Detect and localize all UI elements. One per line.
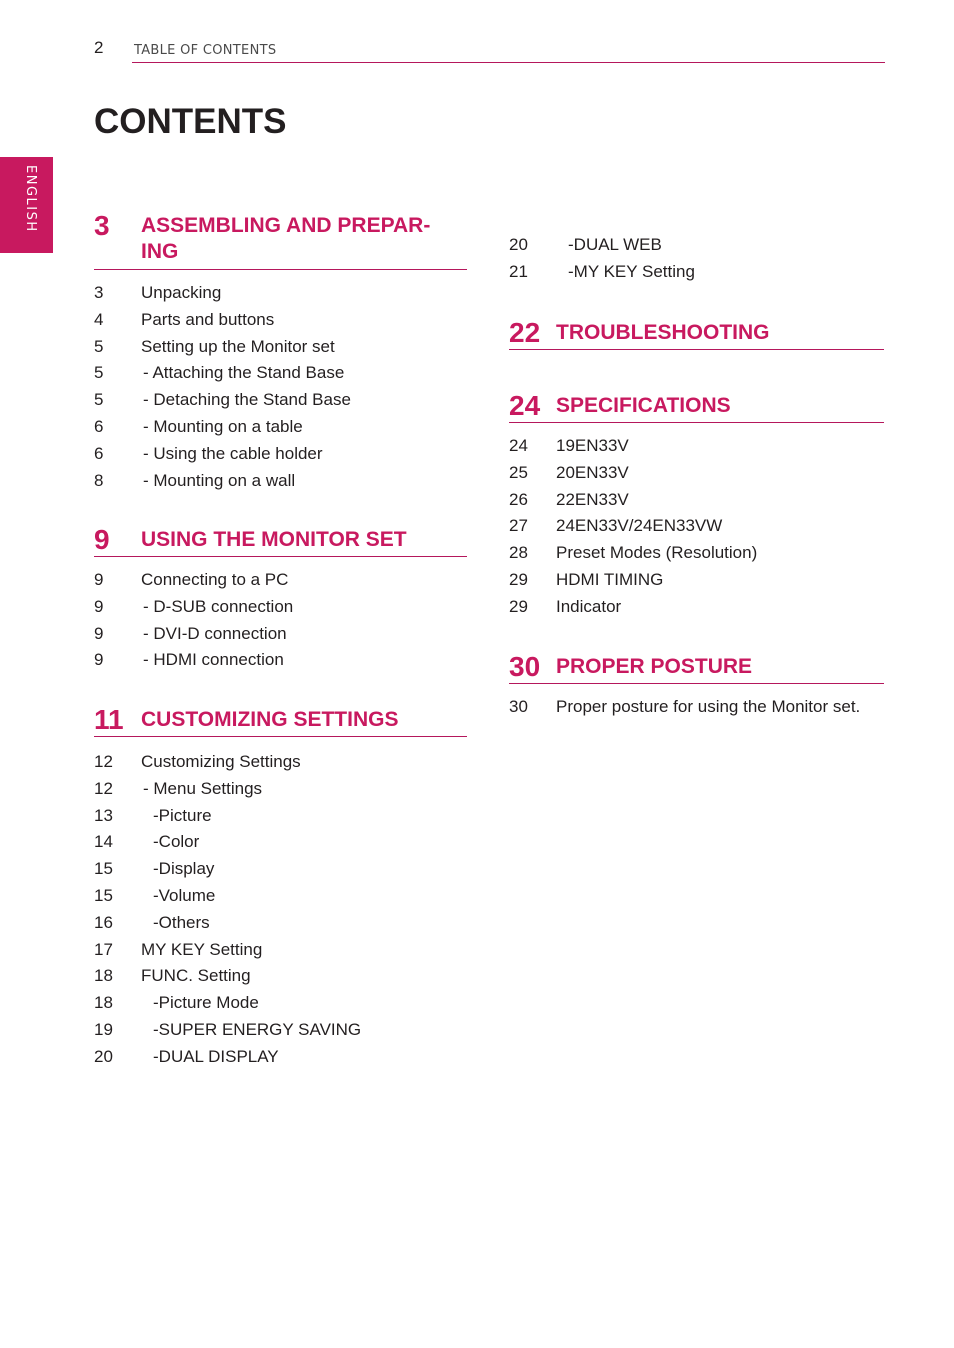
entry-label: Connecting to a PC: [141, 570, 289, 589]
entry-page-number: 21: [509, 261, 528, 281]
section-heading[interactable]: [94, 705, 467, 737]
entry-page-number: 5: [94, 363, 104, 383]
toc-entry[interactable]: [94, 358, 467, 385]
header-page-number: 2: [94, 38, 104, 57]
entry-label: -Volume: [153, 885, 216, 905]
entry-page-number: 18: [94, 966, 113, 986]
entry-page-number: 20: [509, 235, 528, 254]
toc-entry[interactable]: [94, 645, 467, 672]
toc-entry[interactable]: [509, 230, 882, 257]
toc-entry[interactable]: [94, 466, 467, 493]
entry-page-number: 19: [94, 1019, 113, 1039]
entry-label: -Picture: [153, 805, 212, 825]
entry-page-number: 13: [94, 805, 113, 825]
section-title: ASSEMBLING AND PREPAR- ING: [141, 214, 431, 263]
entry-page-number: 9: [94, 623, 104, 643]
section-heading[interactable]: [509, 318, 884, 350]
section-heading[interactable]: [94, 211, 467, 270]
entry-page-number: 12: [94, 752, 113, 771]
toc-entry[interactable]: [94, 881, 467, 908]
entry-page-number: 9: [94, 570, 104, 589]
entry-label: FUNC. Setting: [141, 966, 251, 986]
toc-entry[interactable]: [94, 1042, 467, 1069]
toc-entry[interactable]: [94, 592, 467, 619]
entry-label: - Menu Settings: [143, 778, 263, 798]
entry-label: Indicator: [556, 596, 622, 616]
toc-section: [94, 525, 467, 672]
entry-page-number: 30: [509, 697, 528, 716]
entry-page-number: 12: [94, 778, 113, 798]
toc-section: [509, 318, 884, 350]
toc-entry[interactable]: [94, 988, 467, 1015]
entry-page-number: 6: [94, 443, 104, 463]
entry-label: -SUPER ENERGY SAVING: [153, 1019, 362, 1039]
entry-label: - Mounting on a table: [143, 416, 303, 436]
toc-entry[interactable]: [94, 1015, 467, 1042]
section-title: CUSTOMIZING SETTINGS: [141, 708, 399, 731]
page-title: CONTENTS: [94, 102, 287, 141]
entry-page-number: 15: [94, 885, 113, 905]
entry-label: - D-SUB connection: [143, 596, 294, 616]
toc-entry[interactable]: [94, 305, 467, 332]
entry-page-number: 17: [94, 939, 113, 959]
entry-page-number: 9: [94, 596, 104, 616]
language-side-tab-label: ENGLISH: [23, 165, 38, 233]
toc-entry[interactable]: [509, 458, 884, 485]
toc-entry[interactable]: [94, 439, 467, 466]
entry-label: Parts and buttons: [141, 309, 275, 329]
section-title: USING THE MONITOR SET: [141, 528, 407, 551]
toc-entry[interactable]: [509, 592, 884, 619]
toc-entry[interactable]: [94, 278, 467, 305]
entry-label: -DUAL DISPLAY: [153, 1046, 279, 1066]
entry-page-number: 26: [509, 489, 528, 509]
toc-entry[interactable]: [509, 692, 884, 719]
toc-entry[interactable]: [94, 619, 467, 646]
toc-entry[interactable]: [94, 385, 467, 412]
toc-entry[interactable]: [509, 485, 884, 512]
entry-page-number: 8: [94, 470, 104, 490]
entry-label: - DVI-D connection: [143, 623, 287, 643]
section-entries: [94, 565, 467, 672]
entry-label: 22EN33V: [556, 489, 629, 509]
entry-page-number: 28: [509, 543, 528, 563]
section-heading[interactable]: [509, 391, 884, 423]
toc-entry[interactable]: [509, 538, 884, 565]
entry-label: -Others: [153, 912, 210, 932]
entry-page-number: 5: [94, 390, 104, 410]
section-entries: [94, 747, 467, 1069]
toc-entry[interactable]: [94, 565, 467, 592]
toc-entry[interactable]: [94, 854, 467, 881]
entry-page-number: 5: [94, 336, 104, 356]
entry-page-number: 14: [94, 832, 113, 852]
section-page-number: 24: [509, 390, 541, 421]
toc-section: [94, 211, 467, 492]
entry-page-number: 27: [509, 516, 528, 536]
entry-label: - Attaching the Stand Base: [143, 363, 345, 383]
section-page-number: 22: [509, 317, 541, 348]
entry-label: 20EN33V: [556, 462, 629, 482]
entry-page-number: 16: [94, 912, 113, 932]
entry-label: MY KEY Setting: [141, 939, 263, 959]
toc-entry[interactable]: [94, 412, 467, 439]
section-entries: [509, 431, 884, 619]
entry-label: 24EN33V/24EN33VW: [556, 516, 723, 536]
entry-label: -Color: [153, 832, 200, 852]
toc-entry[interactable]: [94, 961, 467, 988]
toc-entry[interactable]: [94, 935, 467, 962]
toc-entry[interactable]: [94, 332, 467, 359]
entry-page-number: 20: [94, 1046, 113, 1066]
entry-label: -MY KEY Setting: [568, 261, 695, 281]
entry-label: HDMI TIMING: [556, 569, 664, 589]
entry-page-number: 29: [509, 569, 528, 589]
section-heading[interactable]: [94, 525, 467, 557]
entry-page-number: 25: [509, 462, 528, 482]
entry-label: Proper posture for using the Monitor set.: [556, 697, 861, 716]
entry-label: Unpacking: [141, 283, 222, 302]
entry-page-number: 18: [94, 993, 113, 1013]
section-page-number: 30: [509, 651, 541, 682]
toc-section: [509, 652, 884, 719]
section-entries-continued: [509, 230, 882, 284]
toc-entry[interactable]: [509, 565, 884, 592]
entry-page-number: 9: [94, 650, 104, 670]
toc-section: [94, 705, 467, 1069]
toc-entry[interactable]: [94, 801, 467, 828]
entry-label: -DUAL WEB: [568, 235, 662, 254]
entry-label: - Using the cable holder: [143, 443, 323, 463]
section-entries: [94, 278, 467, 492]
entry-label: - HDMI connection: [143, 650, 284, 670]
toc-entry[interactable]: [509, 257, 882, 284]
section-heading[interactable]: [509, 652, 884, 684]
entry-label: -Picture Mode: [153, 993, 259, 1013]
toc-entry[interactable]: [94, 774, 467, 801]
entry-label: -Display: [153, 859, 215, 879]
entry-page-number: 29: [509, 596, 528, 616]
entry-page-number: 3: [94, 283, 104, 302]
entry-label: Preset Modes (Resolution): [556, 543, 758, 563]
toc-entry[interactable]: [509, 431, 884, 458]
section-entries: [509, 692, 884, 719]
toc-entry[interactable]: [509, 511, 884, 538]
entry-page-number: 15: [94, 859, 113, 879]
section-title: TROUBLESHOOTING: [556, 321, 770, 344]
section-page-number: 9: [94, 524, 110, 555]
header-rule: [132, 62, 885, 63]
entry-page-number: 6: [94, 416, 104, 436]
entry-label: - Detaching the Stand Base: [143, 390, 351, 410]
section-title: SPECIFICATIONS: [556, 394, 731, 417]
entry-label: 19EN33V: [556, 436, 629, 455]
toc-entry[interactable]: [94, 827, 467, 854]
entry-label: - Mounting on a wall: [143, 470, 296, 490]
entry-page-number: 24: [509, 436, 528, 455]
header-title: TABLE OF CONTENTS: [134, 43, 277, 58]
entry-label: Setting up the Monitor set: [141, 336, 335, 356]
entry-page-number: 4: [94, 309, 104, 329]
entry-label: Customizing Settings: [141, 752, 301, 771]
toc-entry[interactable]: [94, 908, 467, 935]
section-page-number: 3: [94, 210, 110, 241]
section-page-number: 11: [94, 704, 124, 735]
section-title: PROPER POSTURE: [556, 655, 753, 678]
toc-section: [509, 391, 884, 619]
toc-entry[interactable]: [94, 747, 467, 774]
